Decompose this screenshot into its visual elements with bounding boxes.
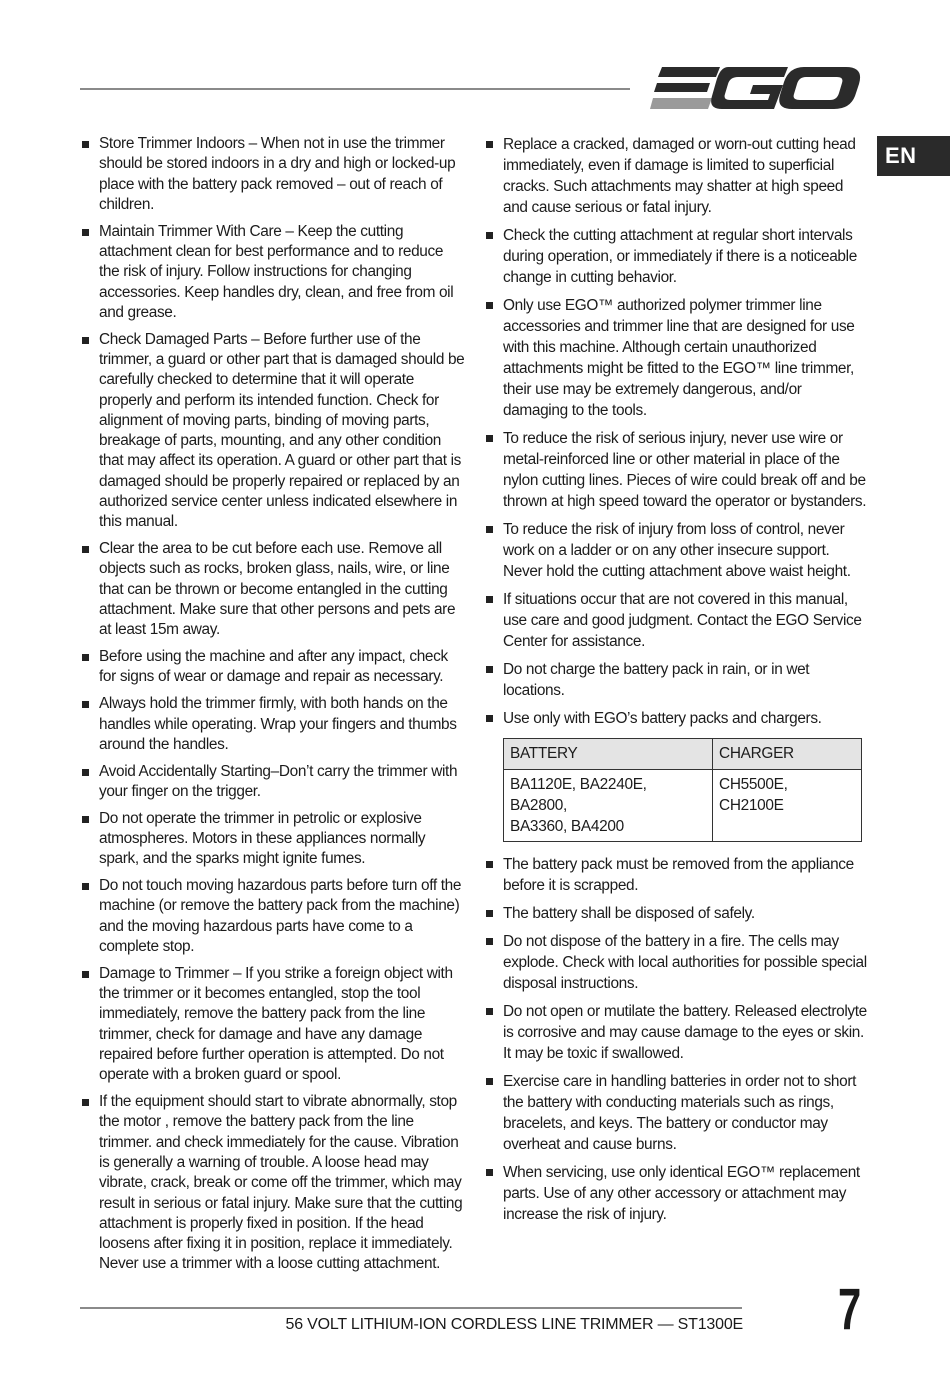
list-item: Check Damaged Parts – Before further use of the trimmer, a guard or other part that is damaged should be carefully checked to determine that it will operate properly and perform its intended function. Check for alignment of moving parts, binding of moving parts, breakage of parts, mounting, and any other condition that may affect its operation. A guard or other part that is damaged should be properly repaired or replaced by an authorized service center unless indicated elsewhere in this manual. bbox=[80, 330, 465, 533]
list-item: Do not charge the battery pack in rain, or in wet locations. bbox=[484, 659, 868, 701]
left-column bbox=[80, 134, 465, 1281]
table-header-battery: BATTERY bbox=[504, 739, 713, 770]
right-bullet-list-lower bbox=[484, 854, 868, 1225]
table-header-charger: CHARGER bbox=[713, 739, 862, 770]
language-tab: EN bbox=[877, 136, 950, 176]
table-header-row bbox=[504, 739, 862, 770]
list-item: Maintain Trimmer With Care – Keep the cutting attachment clean for best performance and to reduce the risk of injury. Follow instructions for changing accessories. Keep handles dry, clean, and free from oil and grease. bbox=[80, 222, 465, 323]
bullet-square-icon bbox=[82, 337, 89, 344]
bullet-square-icon bbox=[486, 302, 493, 309]
list-item: Always hold the trimmer firmly, with both hands on the handles while operating. Wrap your fingers and thumbs around the handles. bbox=[80, 694, 465, 755]
right-column bbox=[484, 134, 868, 1232]
bullet-square-icon bbox=[82, 141, 89, 148]
list-item: Replace a cracked, damaged or worn-out cutting head immediately, even if damage is limited to superficial cracks. Such attachments may shatter at high speed and cause serious or fatal injury. bbox=[484, 134, 868, 218]
list-item: Do not operate the trimmer in petrolic or explosive atmospheres. Motors in these appliances normally spark, and the sparks might ignite fumes. bbox=[80, 809, 465, 870]
table-cell-charger-models: CH5500E, CH2100E bbox=[713, 770, 862, 842]
list-item: When servicing, use only identical EGO™ replacement parts. Use of any other accessory or attachment may increase the risk of injury. bbox=[484, 1162, 868, 1225]
list-item: Before using the machine and after any impact, check for signs of wear or damage and repair as necessary. bbox=[80, 647, 465, 688]
list-item: Do not dispose of the battery in a fire. The cells may explode. Check with local authorities for possible special disposal instructions. bbox=[484, 931, 868, 994]
list-item: Clear the area to be cut before each use. Remove all objects such as rocks, broken glass, nails, wire, or line that can be thrown or become entangled in the cutting attachment. Make sure that other persons and pets are at least 15m away. bbox=[80, 539, 465, 640]
list-item: Only use EGO™ authorized polymer trimmer line accessories and trimmer line that are designed for use with this machine. Although certain unauthorized attachments might be fitted to the EGO™ line trimmer, their use may be extremely dangerous, and/or damaging to the tools. bbox=[484, 295, 868, 421]
bullet-square-icon bbox=[486, 232, 493, 239]
list-item: If the equipment should start to vibrate abnormally, stop the motor , remove the battery pack from the line trimmer. and check immediately for the cause. Vibration is generally a warning of trouble. A loose head may vibrate, crack, break or come off the trimmer, which may result in serious or fatal injury. Make sure that the cutting attachment is properly fixed in position. If the head loosens after fixing it in position, replace it immediately. Never use a trimmer with a loose cutting attachment. bbox=[80, 1092, 465, 1275]
bullet-square-icon bbox=[486, 666, 493, 673]
header-rule bbox=[80, 88, 630, 90]
list-item: Do not open or mutilate the battery. Released electrolyte is corrosive and may cause damage to the eyes or skin. It may be toxic if swallowed. bbox=[484, 1001, 868, 1064]
bullet-square-icon bbox=[486, 1078, 493, 1085]
bullet-square-icon bbox=[82, 1099, 89, 1106]
left-bullet-list bbox=[80, 134, 465, 1275]
bullet-square-icon bbox=[486, 435, 493, 442]
bullet-square-icon bbox=[486, 526, 493, 533]
list-item: Avoid Accidentally Starting–Don’t carry the trimmer with your finger on the trigger. bbox=[80, 762, 465, 803]
list-item: Damage to Trimmer – If you strike a foreign object with the trimmer or it becomes entangled, stop the tool immediately, remove the battery pack from the line trimmer, check for damage and have any damage repaired before further operation is attempted. Do not operate with a broken guard or spool. bbox=[80, 964, 465, 1086]
bullet-square-icon bbox=[82, 229, 89, 236]
battery-charger-table bbox=[503, 738, 862, 842]
list-item: If situations occur that are not covered in this manual, use care and good judgment. Contact the EGO Service Center for assistance. bbox=[484, 589, 868, 652]
bullet-square-icon bbox=[486, 1008, 493, 1015]
bullet-square-icon bbox=[486, 910, 493, 917]
list-item: Use only with EGO’s battery packs and chargers. bbox=[484, 708, 868, 729]
bullet-square-icon bbox=[486, 596, 493, 603]
bullet-square-icon bbox=[486, 715, 493, 722]
footer-rule bbox=[80, 1307, 742, 1309]
bullet-square-icon bbox=[82, 971, 89, 978]
list-item: Store Trimmer Indoors – When not in use the trimmer should be stored indoors in a dry and high or locked-up place with the battery pack removed – out of reach of children. bbox=[80, 134, 465, 215]
bullet-square-icon bbox=[82, 816, 89, 823]
list-item: Do not touch moving hazardous parts before turn off the machine (or remove the battery pack from the machine) and the moving hazardous parts have come to a complete stop. bbox=[80, 876, 465, 957]
bullet-square-icon bbox=[486, 141, 493, 148]
bullet-square-icon bbox=[486, 1169, 493, 1176]
list-item: Exercise care in handling batteries in order not to short the battery with conducting materials such as rings, bracelets, and keys. The battery or conductor may overheat and cause burns. bbox=[484, 1071, 868, 1155]
table-cell-battery-models: BA1120E, BA2240E, BA2800, BA3360, BA4200 bbox=[504, 770, 713, 842]
list-item: Check the cutting attachment at regular short intervals during operation, or immediately if there is a noticeable change in cutting behavior. bbox=[484, 225, 868, 288]
list-item: To reduce the risk of injury from loss of control, never work on a ladder or on any other insecure support. Never hold the cutting attachment above waist height. bbox=[484, 519, 868, 582]
right-bullet-list-upper bbox=[484, 134, 868, 729]
bullet-square-icon bbox=[82, 546, 89, 553]
bullet-square-icon bbox=[486, 861, 493, 868]
page-number: 7 bbox=[838, 1277, 862, 1342]
footer-title: 56 VOLT LITHIUM-ION CORDLESS LINE TRIMMER — ST1300E bbox=[285, 1316, 743, 1333]
list-item: The battery shall be disposed of safely. bbox=[484, 903, 868, 924]
ego-logo bbox=[650, 64, 862, 114]
bullet-square-icon bbox=[486, 938, 493, 945]
bullet-square-icon bbox=[82, 769, 89, 776]
list-item: To reduce the risk of serious injury, never use wire or metal-reinforced line or other material in place of the nylon cutting lines. Pieces of wire could break off and be thrown at high speed toward the operator or bystanders. bbox=[484, 428, 868, 512]
bullet-square-icon bbox=[82, 654, 89, 661]
bullet-square-icon bbox=[82, 883, 89, 890]
list-item: The battery pack must be removed from the appliance before it is scrapped. bbox=[484, 854, 868, 896]
table-row bbox=[504, 770, 862, 842]
bullet-square-icon bbox=[82, 701, 89, 708]
